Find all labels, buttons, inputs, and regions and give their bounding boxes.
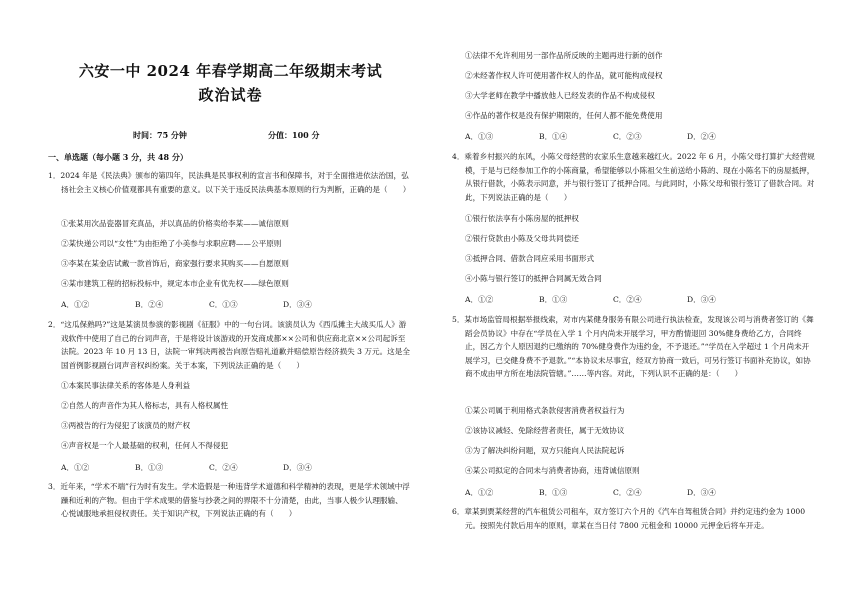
q2-option-1: ①本案民事法律关系的客体是人身利益	[61, 381, 191, 390]
q5-choice-a: A．①②	[465, 488, 494, 497]
question-2-stem: 2．“这瓜保熟吗?”这是某演员参演的影视剧《征服》中的一句台词。该演员认为《西瓜摊主大战买瓜人》游戏软件中使用了自己的台词声音，于是将设计该游戏的开发商成都××公司和供应商北京××公司起诉至法院。2023 年 10 月 13 日，法院一审判决两被告向原告赔礼道歉并赔偿原告经济损失 3 万元。这是全国首例影视剧台词声音权纠纷案。关于本案，下列说法正确的是（ ）	[48, 320, 410, 370]
q1-option-4: ④某市建筑工程的招标投标中，规定本市企业有优先权——绿色原则	[61, 279, 289, 288]
q3-choice-a: A．①③	[465, 132, 494, 141]
q3-choice-b: B．①④	[539, 132, 568, 141]
q4-option-1: ①银行依法享有小陈房屋的抵押权	[465, 214, 579, 223]
q5-option-3: ③为了解决纠纷问题，双方只能向人民法院起诉	[465, 446, 625, 455]
q4-choice-c: C．②④	[613, 295, 642, 304]
q5-choice-b: B．①③	[539, 488, 568, 497]
q3-option-3: ③大学老师在教学中播放他人已经发表的作品不构成侵权	[465, 91, 655, 100]
q1-choices	[61, 299, 357, 310]
q1-option-2: ②某快递公司以“女性”为由拒绝了小美参与求职应聘——公平原则	[61, 239, 282, 248]
question-2	[48, 318, 410, 372]
q2-choice-b: B．①③	[135, 463, 164, 472]
q5-option-2: ②该协议减轻、免除经营者责任，属于无效协议	[465, 426, 625, 435]
q2-choice-d: D．③④	[283, 463, 312, 472]
question-3-stem: 3．近年来，“学术不端”行为时有发生。学术造假是一种违背学术道德和科学精神的表现，更是学术领域中浮躁和近利的产物。但由于学术成果的借鉴与抄袭之间的界限不十分清楚，由此，当事人极少认理服输、心悦诚服地承担侵权责任。关于知识产权，下列说法正确的有（ ）	[48, 482, 410, 519]
q2-choice-a: A．①②	[61, 463, 90, 472]
question-1-stem: 1．2024 年是《民法典》颁布的第四年，民法典是民事权利的宣言书和保障书，对于全面推进依法治国，弘扬社会主义核心价值观都具有重要的意义。以下关于违反民法典基本原则的行为判断，正确的是（ ）	[48, 171, 411, 194]
q5-choices	[465, 487, 761, 498]
question-6	[452, 505, 816, 532]
q4-option-3: ③抵押合同、借款合同应采用书面形式	[465, 254, 595, 263]
q2-choice-c: C．②④	[209, 463, 238, 472]
q1-choice-b: B．②④	[135, 300, 164, 309]
q1-option-3: ③李某在某金店试戴一款首饰后，商家强行要求其购买——自愿原则	[61, 259, 289, 268]
q1-choice-d: D．③④	[283, 300, 312, 309]
question-3	[48, 480, 410, 521]
q4-choices	[465, 294, 761, 305]
section-heading: 一、单选题（每小题 3 分，共 48 分）	[48, 152, 188, 162]
q3-option-1: ①法律不允许利用另一部作品所反映的主题再进行新的创作	[465, 51, 663, 60]
q5-option-1: ①某公司属于利用格式条款侵害消费者权益行为	[465, 406, 625, 415]
q5-option-4: ④某公司拟定的合同未与消费者协商，违背诚信原则	[465, 466, 640, 475]
q1-option-1: ①张某用次品瓷器冒充真品，并以真品的价格卖给李某——诚信原则	[61, 219, 289, 228]
q1-choice-a: A．①②	[61, 300, 90, 309]
q3-choice-d: D．②④	[687, 132, 716, 141]
q2-option-4: ④声音权是一个人最基础的权利，任何人不得侵犯	[61, 441, 229, 450]
q3-option-4: ④作品的著作权是没有保护期限的，任何人都不能免费使用	[465, 111, 663, 120]
question-4-stem: 4．乘着乡村振兴的东风，小陈父母经营的农家乐生意越来越红火。2022 年 6 月，小陈父母打算扩大经营规模，于是与已经参加工作的小陈商量，希望能够以小陈祖父生前送给小陈的、现在小陈名下的房屋抵押，从银行借款，小陈表示同意，并与银行签订了抵押合同。与此同时，小陈父母和银行签订了借款合同。对此，下列说法正确的是（ ）	[452, 152, 815, 202]
question-5-stem: 5．某市场监管局根据举报线索，对市内某健身服务有限公司进行执法检查，发现该公司与消费者签订的《舞蹈会员协议》中存在“学员在入学 1 个月内尚未开展学习，甲方酌情退回 30%健身费给乙方，合同终止，因乙方个人原因退约已缴纳的 70%健身费作为违约金，不予退还。”“学员在入学超过 1 个月尚未开展学习，已交健身费不予退款。”“本协议未尽事宜，经双方协商一致后，可另行签订书面补充协议，如协商不成由甲方所在地法院管辖。”……等内容。对此，下列认识不正确的是：（ ）	[452, 315, 814, 379]
q5-choice-d: D．③④	[687, 488, 716, 497]
q1-choice-c: C．①③	[209, 300, 238, 309]
q3-option-2: ②未经著作权人许可使用著作权人的作品，就可能构成侵权	[465, 71, 663, 80]
page-title: 六安一中 2024 年春学期高二年级期末考试	[78, 62, 383, 80]
exam-time: 时间：75 分钟	[133, 130, 187, 140]
q2-option-2: ②自然人的声音作为其人格标志，具有人格权属性	[61, 401, 229, 410]
q3-choice-c: C．②③	[613, 132, 642, 141]
question-5	[452, 313, 816, 381]
page-subtitle: 政治试卷	[198, 86, 263, 104]
q4-choice-b: B．①③	[539, 295, 568, 304]
q4-choice-a: A．①②	[465, 295, 494, 304]
q4-option-4: ④小陈与银行签订的抵押合同属无效合同	[465, 274, 602, 283]
question-4	[452, 150, 816, 204]
exam-score: 分值：100 分	[268, 130, 320, 140]
q2-option-3: ③两被告的行为侵犯了该演员的财产权	[61, 421, 191, 430]
q4-option-2: ②银行贷款由小陈及父母共同偿还	[465, 234, 579, 243]
q5-choice-c: C．②④	[613, 488, 642, 497]
q2-choices	[61, 462, 357, 473]
q3-choices	[465, 131, 761, 142]
question-1	[48, 169, 410, 196]
q4-choice-d: D．③④	[687, 295, 716, 304]
question-6-stem: 6．章某到贾某经营的汽车租赁公司租车，双方签订六个月的《汽车自驾租赁合同》并约定违约金为 1000 元。按照先付款后用车的原则，章某在当日付 7800 元租金和 10000 元押金后将车开走。	[452, 507, 806, 530]
